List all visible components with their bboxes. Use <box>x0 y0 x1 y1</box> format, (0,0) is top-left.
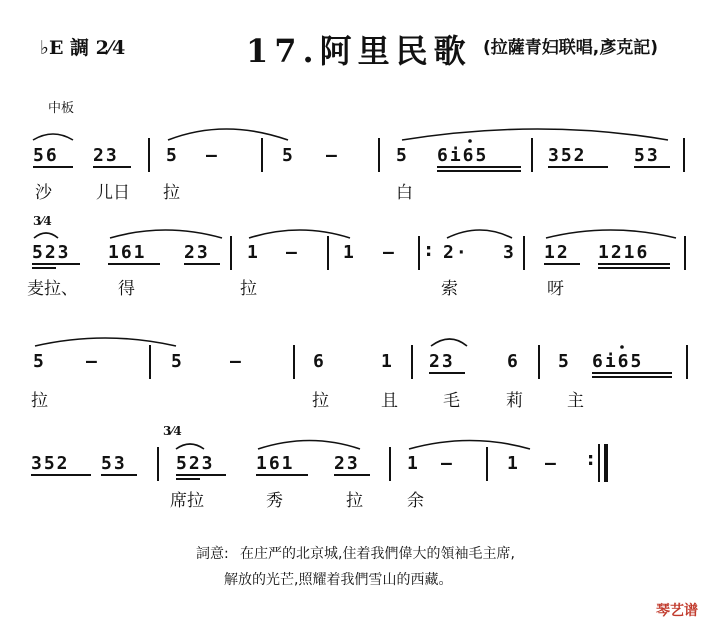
note-group: 6 <box>507 351 520 372</box>
note-group: 53 <box>634 145 660 166</box>
note-group: — <box>206 145 219 166</box>
note-group: 1216 <box>598 242 650 263</box>
tie <box>249 230 350 238</box>
note-group: 3 <box>503 242 516 263</box>
lyric: 拉 <box>312 391 329 411</box>
note-group: — <box>383 242 396 263</box>
tempo-marking: 中板 <box>48 101 75 116</box>
lyric: 莉 <box>506 391 523 411</box>
lyric: 余 <box>407 491 424 511</box>
note-group: 5 <box>171 351 184 372</box>
note-group: — <box>326 145 339 166</box>
note-group: 2· <box>443 242 469 263</box>
lyric: 拉 <box>346 491 363 511</box>
note-group: — <box>545 453 558 474</box>
lyric: 麦拉、 <box>27 279 78 299</box>
watermark-logo: 琴艺谱 <box>656 603 698 619</box>
lyric: 索 <box>441 279 458 299</box>
note-group: 1 <box>407 453 420 474</box>
note-group: 6i65 <box>592 351 644 372</box>
slur <box>546 230 676 238</box>
slur <box>110 230 222 238</box>
lyric: 白 <box>396 183 413 203</box>
lyric: 主 <box>567 391 584 411</box>
note-group: 5 <box>166 145 179 166</box>
lyrics-meaning-line-2: 解放的光芒,照耀着我們雪山的西藏。 <box>224 572 453 588</box>
note-group: 161 <box>108 242 147 263</box>
note-group: 23 <box>184 242 210 263</box>
lyrics-meaning-label: 詞意: <box>196 546 229 562</box>
note-group: 12 <box>544 242 570 263</box>
slur <box>431 339 467 346</box>
tie <box>409 441 530 450</box>
note-group: — <box>441 453 454 474</box>
song-credit: (拉薩青妇联唱,彥克記) <box>483 38 658 58</box>
lyric: 秀 <box>266 491 283 511</box>
note-group: 5 <box>558 351 571 372</box>
lyric: 毛 <box>443 391 460 411</box>
lyric: 呀 <box>547 279 564 299</box>
time-signature: 3⁄4 <box>163 424 182 438</box>
slur <box>402 129 668 140</box>
note-group: 523 <box>32 242 71 263</box>
note-group: — <box>86 351 99 372</box>
repeat-dots: : <box>587 449 595 470</box>
repeat-dots: : <box>425 240 433 261</box>
note-group: — <box>286 242 299 263</box>
lyric: 拉 <box>163 183 180 203</box>
note-group: 5 <box>396 145 409 166</box>
note-group: 5 <box>33 351 46 372</box>
high-octave-dot <box>620 345 624 349</box>
slur <box>34 233 58 238</box>
note-group: 1 <box>343 242 356 263</box>
time-signature: 3⁄4 <box>33 214 52 228</box>
note-group: 23 <box>93 145 119 166</box>
song-title: 17.阿里民歌 <box>246 32 472 70</box>
tie <box>168 129 288 140</box>
slur <box>447 230 512 238</box>
note-group: 161 <box>256 453 295 474</box>
lyric: 儿日 <box>96 183 130 203</box>
slur <box>258 441 360 450</box>
note-group: 56 <box>33 145 59 166</box>
slur <box>33 134 73 140</box>
slur <box>176 444 204 449</box>
lyric: 沙 <box>35 183 52 203</box>
lyric: 拉 <box>240 279 257 299</box>
note-group: 1 <box>381 351 394 372</box>
note-group: 6i65 <box>437 145 489 166</box>
note-group: 5 <box>282 145 295 166</box>
note-group: 523 <box>176 453 215 474</box>
lyric: 且 <box>381 391 398 411</box>
tie <box>35 338 176 346</box>
note-group: 352 <box>31 453 70 474</box>
lyric: 得 <box>118 279 135 299</box>
note-group: 53 <box>101 453 127 474</box>
note-group: 352 <box>548 145 587 166</box>
lyric: 拉 <box>31 391 48 411</box>
lyric: 席拉 <box>170 491 204 511</box>
note-group: 6 <box>313 351 326 372</box>
note-group: 23 <box>334 453 360 474</box>
note-group: 1 <box>247 242 260 263</box>
lyrics-meaning-line-1: 在庄严的北京城,住着我們偉大的領袖毛主席, <box>240 546 515 562</box>
high-octave-dot <box>468 139 472 143</box>
note-group: 1 <box>507 453 520 474</box>
key-signature: ♭E 調 2⁄4 <box>40 37 126 59</box>
note-group: 23 <box>429 351 455 372</box>
note-group: — <box>230 351 243 372</box>
